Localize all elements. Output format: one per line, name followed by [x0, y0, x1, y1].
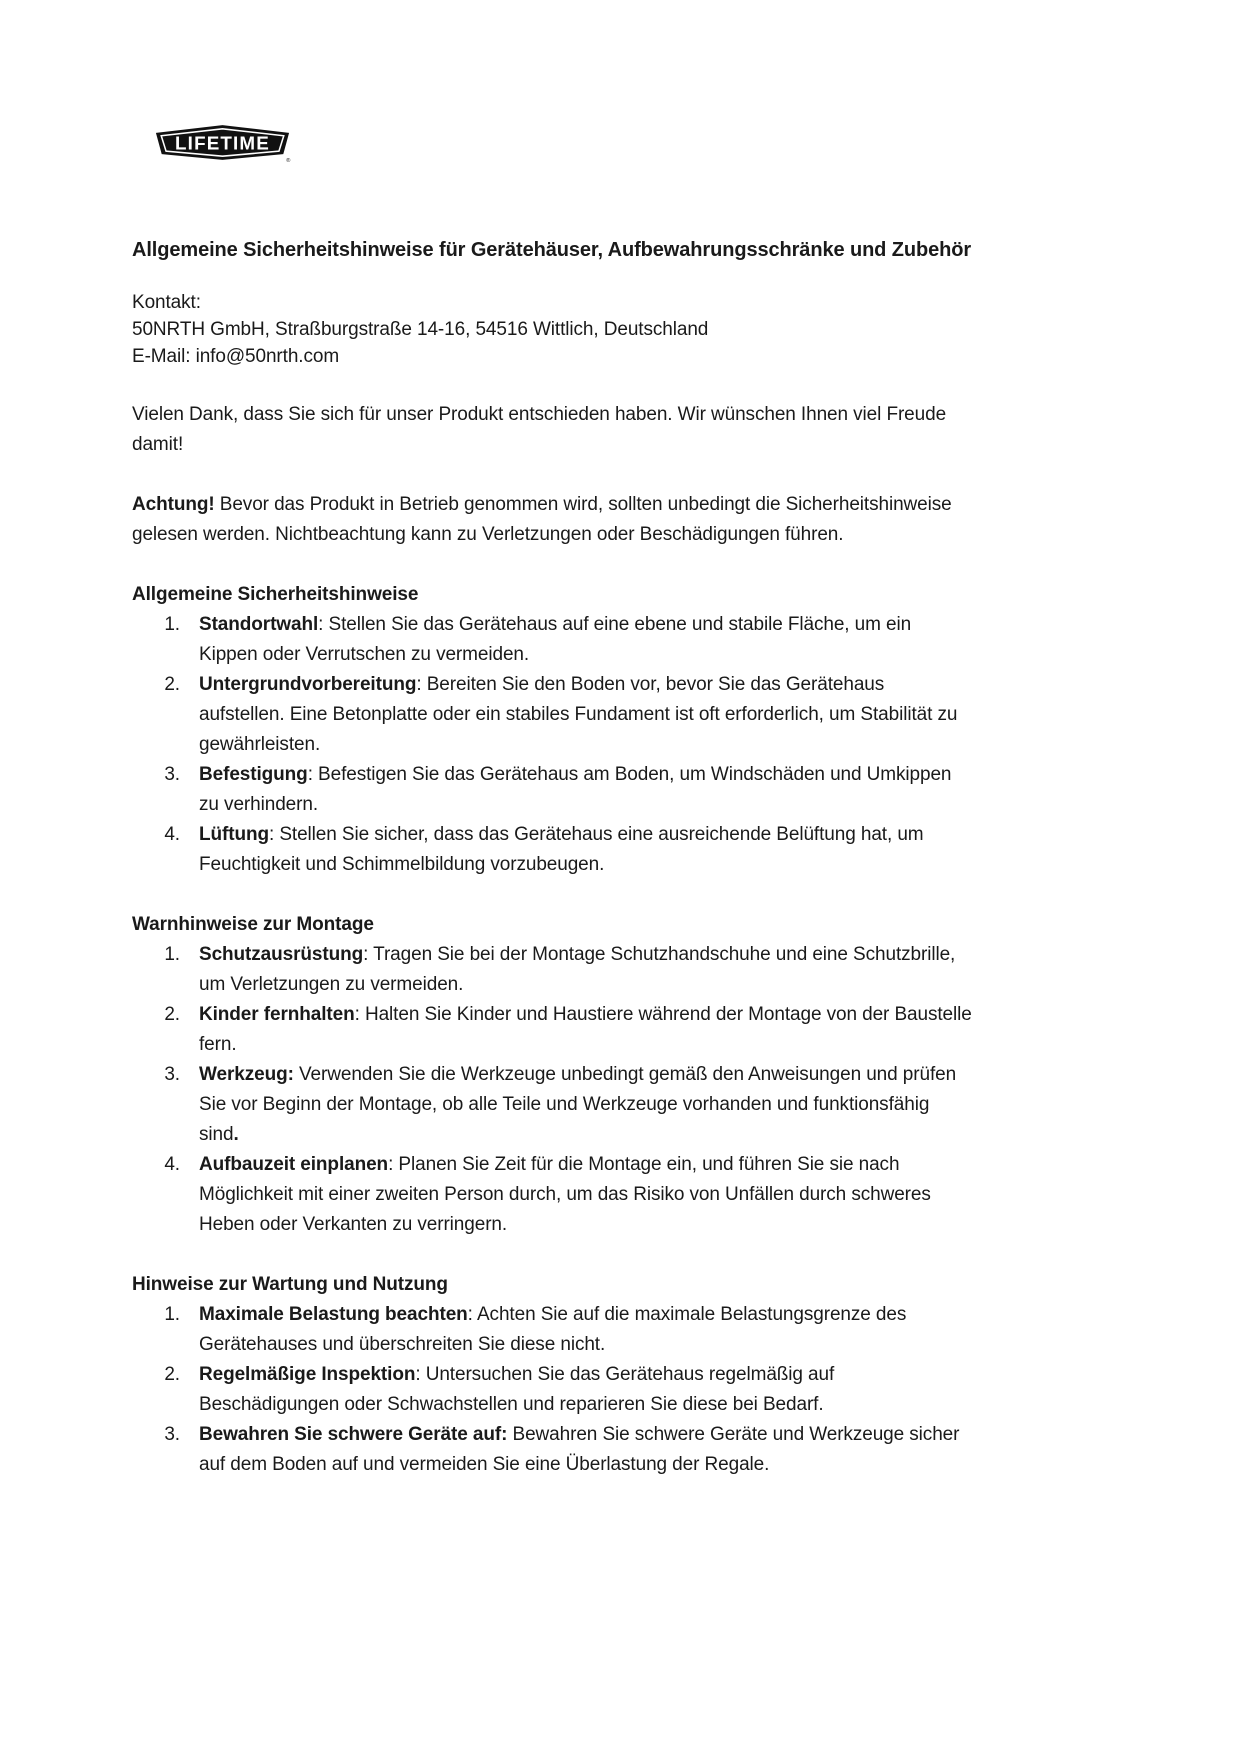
list-item	[132, 820, 974, 880]
list-item	[132, 760, 974, 820]
section-list-warnhinweise-zur-montage	[132, 940, 974, 1240]
list-item-text	[199, 820, 974, 880]
contact-email: E-Mail: info@50nrth.com	[132, 346, 340, 367]
list-item-text	[199, 610, 974, 670]
list-item-text	[199, 760, 974, 820]
list-item-text	[199, 1000, 974, 1060]
list-item-body: : Befestigen Sie das Gerätehaus am Boden, um Windschäden und Umkippen zu verhindern.	[199, 764, 952, 815]
list-item-term: Bewahren Sie schwere Geräte auf:	[199, 1424, 508, 1445]
list-item-text	[199, 670, 974, 760]
list-item-term: Lüftung	[199, 824, 269, 845]
contact-address: 50NRTH GmbH, Straßburgstraße 14-16, 54516 Wittlich, Deutschland	[132, 319, 709, 340]
list-item-number: 3.	[164, 1064, 180, 1085]
logo-text: LIFETIME	[175, 132, 270, 154]
section-heading-warnhinweise-zur-montage: Warnhinweise zur Montage	[132, 914, 374, 935]
list-item-number: 1.	[164, 1304, 180, 1325]
list-item-number: 3.	[164, 1424, 180, 1445]
list-item-number: 3.	[164, 764, 180, 785]
list-item	[132, 1420, 974, 1480]
list-item	[132, 610, 974, 670]
list-item-term: Untergrundvorbereitung	[199, 674, 417, 695]
list-item-body: : Planen Sie Zeit für die Montage ein, und führen Sie sie nach Möglichkeit mit einer zweiten Person durch, um das Risiko von Unfällen durch schweres Heben oder Verkanten zu verringern.	[199, 1154, 931, 1235]
warning-paragraph	[132, 490, 974, 550]
list-item-text	[199, 1060, 974, 1150]
list-item-text	[199, 1420, 974, 1480]
list-item	[132, 1360, 974, 1420]
registered-trademark-icon: ®	[286, 157, 291, 163]
list-item-number: 4.	[164, 1154, 180, 1175]
section-list-allgemeine-sicherheitshinweise	[132, 610, 974, 880]
list-item-number: 1.	[164, 944, 180, 965]
list-item-body: : Tragen Sie bei der Montage Schutzhandschuhe und eine Schutzbrille, um Verletzungen zu vermeiden.	[199, 944, 956, 995]
list-item	[132, 1300, 974, 1360]
section-list-hinweise-zur-wartung-und-nutzung	[132, 1300, 974, 1480]
list-item-body: : Stellen Sie das Gerätehaus auf eine ebene und stabile Fläche, um ein Kippen oder Verrutschen zu vermeiden.	[199, 614, 912, 665]
list-item-body: Bewahren Sie schwere Geräte und Werkzeuge sicher auf dem Boden auf und vermeiden Sie eine Überlastung der Regale.	[199, 1424, 960, 1475]
list-item-number: 4.	[164, 824, 180, 845]
list-item-term: Maximale Belastung beachten	[199, 1304, 468, 1325]
list-item-body: : Bereiten Sie den Boden vor, bevor Sie das Gerätehaus aufstellen. Eine Betonplatte oder ein stabiles Fundament ist oft erforderlich, um Stabilität zu gewährleisten.	[199, 674, 958, 755]
section-heading-allgemeine-sicherheitshinweise: Allgemeine Sicherheitshinweise	[132, 584, 419, 605]
list-item-body: : Achten Sie auf die maximale Belastungsgrenze des Gerätehauses und überschreiten Sie diese nicht.	[199, 1304, 907, 1355]
list-item-body: Verwenden Sie die Werkzeuge unbedingt gemäß den Anweisungen und prüfen Sie vor Beginn der Montage, ob alle Teile und Werkzeuge vorhanden und funktionsfähig sind	[199, 1064, 957, 1145]
contact-label: Kontakt:	[132, 292, 201, 313]
lifetime-logo-badge	[154, 122, 291, 163]
list-item-term: Regelmäßige Inspektion	[199, 1364, 416, 1385]
warning-text: Bevor das Produkt in Betrieb genommen wird, sollten unbedingt die Sicherheitshinweise gelesen werden. Nichtbeachtung kann zu Verletzungen oder Beschädigungen führen.	[132, 494, 952, 545]
list-item-term: Kinder fernhalten	[199, 1004, 355, 1025]
list-item-number: 2.	[164, 1364, 180, 1385]
section-heading-hinweise-zur-wartung-und-nutzung: Hinweise zur Wartung und Nutzung	[132, 1274, 448, 1295]
list-item-term: Werkzeug:	[199, 1064, 294, 1085]
contact-block	[132, 289, 974, 370]
list-item-text	[199, 1300, 974, 1360]
list-item-term: Aufbauzeit einplanen	[199, 1154, 389, 1175]
list-item-bold-tail: .	[233, 1124, 239, 1145]
list-item	[132, 670, 974, 760]
list-item-term: Befestigung	[199, 764, 308, 785]
warning-label: Achtung!	[132, 494, 215, 515]
list-item-text	[199, 1150, 974, 1240]
list-item-body: : Untersuchen Sie das Gerätehaus regelmäßig auf Beschädigungen oder Schwachstellen und reparieren Sie diese bei Bedarf.	[199, 1364, 835, 1415]
document-title: Allgemeine Sicherheitshinweise für Gerätehäuser, Aufbewahrungsschränke und Zubehör	[132, 239, 972, 261]
list-item-text	[199, 1360, 974, 1420]
list-item-number: 2.	[164, 674, 180, 695]
list-item-term: Schutzausrüstung	[199, 944, 364, 965]
intro-paragraph: Vielen Dank, dass Sie sich für unser Produkt entschieden haben. Wir wünschen Ihnen viel Freude damit!	[132, 404, 947, 455]
list-item-term: Standortwahl	[199, 614, 319, 635]
list-item-body: : Halten Sie Kinder und Haustiere während der Montage von der Baustelle fern.	[199, 1004, 972, 1055]
list-item-number: 2.	[164, 1004, 180, 1025]
list-item	[132, 1000, 974, 1060]
lifetime-logo	[154, 122, 291, 163]
list-item	[132, 1060, 974, 1150]
list-item	[132, 1150, 974, 1240]
list-item-body: : Stellen Sie sicher, dass das Gerätehaus eine ausreichende Belüftung hat, um Feuchtigkeit und Schimmelbildung vorzubeugen.	[199, 824, 924, 875]
list-item	[132, 940, 974, 1000]
list-item-text	[199, 940, 974, 1000]
list-item-number: 1.	[164, 614, 180, 635]
